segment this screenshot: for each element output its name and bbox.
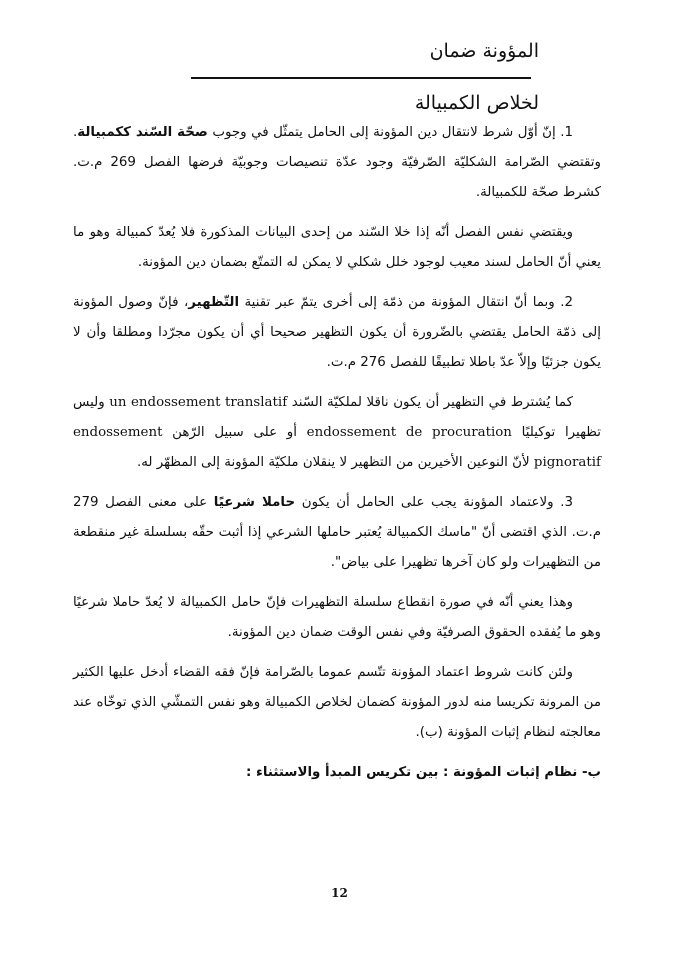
paragraph-5: [73, 488, 601, 578]
bold-term: حاملا شرعيًا: [213, 495, 296, 510]
bold-term: صحّة السّند ككمبيالة: [77, 125, 208, 140]
paragraph-text: إنّ أوّل شرط لانتقال دين المؤونة إلى الحامل يتمثّل في وجوب: [207, 125, 556, 140]
paragraph-text: وبما أنّ انتقال المؤونة من ذمّة إلى أخرى يتمّ عبر تقنية: [239, 295, 555, 310]
paragraph-4: [73, 388, 601, 478]
paragraph-6: وهذا يعني أنّه في صورة انقطاع سلسلة التظهيرات فإنّ حامل الكمبيالة لا يُعدّ حاملا شرعيًا وهو ما يُفقده الحقوق الصرفيّة وفي نفس الوقت ضمان دين المؤونة.: [73, 595, 601, 640]
header-title-line1: المؤونة ضمان: [429, 40, 539, 62]
paragraph-7: ولئن كانت شروط اعتماد المؤونة تتّسم عموما بالصّرامة فإنّ فقه القضاء أدخل عليها الكثير من المرونة تكريسا منه لدور المؤونة كضمان لخلاص الكمبيالة وهو نفس التمشّي الذي توخّاه عند معالجته لنظام إثبات المؤونة (ب).: [73, 665, 601, 740]
paragraph-number: 2.: [560, 295, 573, 310]
paragraph-3: [73, 288, 601, 378]
bold-term: التّظهير: [188, 295, 240, 310]
paragraph-number: 3.: [560, 495, 573, 510]
page-number: 12: [331, 886, 348, 900]
paragraph-number: 1.: [560, 125, 574, 140]
running-header: [79, 38, 539, 116]
paragraph-text: أو على سبيل الرّهن: [162, 425, 307, 440]
paragraph-text: لأنّ النوعين الأخيرين من التظهير لا ينقلان ملكيّة المؤونة إلى المظهّر له.: [136, 455, 534, 470]
body-text: [73, 118, 601, 798]
french-term: endossement pignoratif: [73, 425, 601, 470]
header-rule: [191, 77, 531, 79]
paragraph-text: . وتقتضي الصّرامة الشكليّة الصّرفيّة وجود عدّة تنصيصات وجوبيّة فرضها الفصل 269 م.ت. كشرط صحّة للكمبيالة.: [73, 125, 601, 200]
paragraph-1: [73, 118, 601, 208]
paragraph-text: كما يُشترط في التظهير أن يكون ناقلا لملكيّة السّند: [287, 395, 573, 410]
paragraph-text: ، فإنّ وصول المؤونة إلى ذمّة الحامل يقتضي بالضّرورة أن يكون التظهير صحيحا أي أن يكون مجرّدا ومطلقا وأن لا يكون جزئيًا وإلاّ عدّ باطلا تطبيقًا للفصل 276 م.ت.: [73, 295, 601, 370]
french-term: un endossement translatif: [109, 395, 288, 410]
header-title-line2: لخلاص الكمبيالة: [414, 92, 539, 114]
section-subheading: ب- نظام إثبات المؤونة : بين تكريس المبدأ والاستثناء :: [246, 765, 601, 780]
paragraph-2: ويقتضي نفس الفصل أنّه إذا خلا السّند من إحدى البيانات المذكورة فلا يُعدّ كمبيالة وهو ما يعني أنّ الحامل لسند معيب لوجود خلل شكلي لا يمكن له التمتّع بضمان دين المؤونة.: [73, 225, 601, 270]
paragraph-text: ولاعتماد المؤونة يجب على الحامل أن يكون: [295, 495, 554, 510]
paragraph-text: على معنى الفصل 279 م.ت. الذي اقتضى أنّ "ماسك الكمبيالة يُعتبر حاملها الشرعي إذا أثبت حقّه بسلسلة غير منقطعة من التظهيرات ولو كان آخرها تظهيرا على بياض".: [73, 495, 601, 570]
paragraph-text: وليس تظهيرا توكيليًا: [73, 395, 601, 440]
french-term: endossement de procuration: [306, 425, 512, 440]
